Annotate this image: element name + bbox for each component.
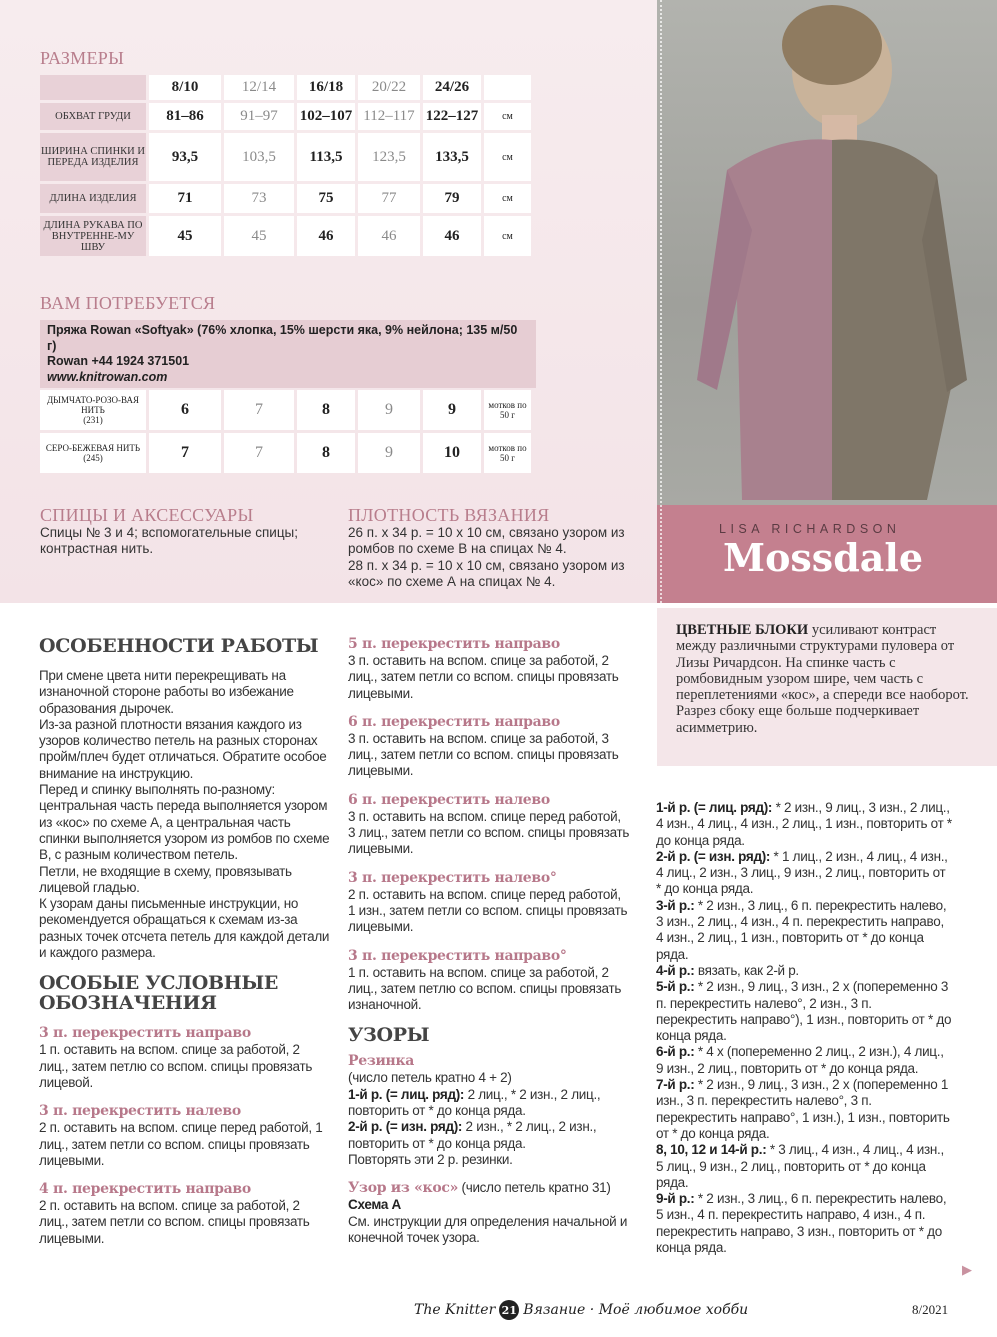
row-text: * 4 х (попеременно 2 лиц., 2 изн.), 4 лиц., 9 изн., 2 лиц., повторить от * до конца ряда.	[656, 1044, 944, 1076]
size-value: 112–117	[358, 103, 420, 130]
row-text: * 3 лиц., 4 изн., 4 лиц., 4 изн., 5 лиц., 9 изн., 2 лиц., повторить от * до конца ряда.	[656, 1142, 944, 1190]
row-label: ДЛИНА ИЗДЕЛИЯ	[40, 184, 146, 213]
yarn-color-code: (231)	[83, 415, 103, 425]
size-value: 46	[358, 216, 420, 256]
yarn-color	[46, 443, 140, 463]
row-label: ДЛИНА РУКАВА ПО ВНУТРЕННЕ-МУ ШВУ	[40, 216, 146, 256]
row-label: 9-й р.:	[656, 1191, 695, 1207]
features-title: ОСОБЕННОСТИ РАБОТЫ	[39, 635, 319, 657]
materials-title: ВАМ ПОТРЕБУЕТСЯ	[40, 293, 216, 313]
pattern-row	[348, 1087, 630, 1120]
abbrev-list	[348, 636, 630, 1013]
size-value: 93,5	[149, 133, 221, 181]
yarn-quantity: 8	[297, 433, 355, 473]
row-label: 7-й р.:	[656, 1077, 695, 1093]
gauge-line: 28 п. х 34 р. = 10 х 10 см, связано узором из «кос» по схеме А на спицах № 4.	[348, 557, 625, 589]
abbrev-item	[348, 870, 630, 936]
size-value: 123,5	[358, 133, 420, 181]
size-header: 24/26	[423, 75, 481, 100]
abbrev-text: 3 п. оставить на вспом. спице за работой, 3 лиц., затем петли со вспом. спицы провязать лицевыми.	[348, 730, 619, 779]
row-label: 6-й р.:	[656, 1044, 695, 1060]
row-label: 1-й р. (= лиц. ряд):	[656, 800, 773, 815]
size-value: 45	[224, 216, 294, 256]
abbrev-item	[348, 948, 630, 1014]
unit-label: см	[484, 133, 531, 181]
yarn-quantity: 7	[149, 433, 221, 473]
abbrev-title: 3 п. перекрестить налево	[39, 1103, 241, 1120]
yarn-color-code: (245)	[83, 453, 103, 463]
yarn-quantity: 6	[149, 390, 221, 430]
pattern-row	[656, 1077, 952, 1142]
size-value: 91–97	[224, 103, 294, 130]
unit-label: мотков по 50 г	[484, 390, 531, 430]
yarn-name: Пряжа Rowan «Softyak» (76% хлопка, 15% шерсти яка, 9% нейлона; 135 м/50 г)	[47, 323, 518, 353]
size-header: 12/14	[224, 75, 294, 100]
size-value: 102–107	[297, 103, 355, 130]
abbrev-text: 3 п. оставить на вспом. спице перед работой, 3 лиц., затем петли со вспом. спицы провязать лицевыми.	[348, 808, 630, 857]
size-value: 133,5	[423, 133, 481, 181]
yarn-quantity: 9	[423, 390, 481, 430]
unit-label: см	[484, 103, 531, 130]
features-paragraph: При смене цвета нити перекрещивать на изнаночной стороне работы во избежание образования дырочек.	[39, 668, 294, 716]
row-text: * 2 изн., 9 лиц., 3 изн., 2 х (попеременно 3 п. перекрестить налево°, 2 изн., 3 п. перекрестить направо°), 1 изн., повторить от * до конца ряда.	[656, 979, 952, 1044]
sizes-title: РАЗМЕРЫ	[40, 48, 125, 68]
continue-arrow-icon: ▶	[962, 1262, 972, 1277]
size-value: 77	[358, 184, 420, 213]
yarn-color-label	[40, 390, 146, 430]
designer-name: LISA RICHARDSON	[719, 522, 901, 536]
size-value: 46	[297, 216, 355, 256]
yarn-quantity: 8	[297, 390, 355, 430]
needles-title: СПИЦЫ И АКСЕССУАРЫ	[40, 505, 254, 525]
row-text: * 2 изн., 9 лиц., 3 изн., 2 лиц., 4 изн., 4 лиц., 4 изн., 2 лиц., 1 изн., повторить от * до конца ряда.	[656, 800, 952, 848]
pattern-row	[656, 979, 952, 1044]
gauge-title: ПЛОТНОСТЬ ВЯЗАНИЯ	[348, 505, 550, 525]
pattern-row	[348, 1119, 630, 1152]
size-value: 113,5	[297, 133, 355, 181]
abbrev-item	[348, 636, 630, 702]
row-text: * 2 изн., 3 лиц., 6 п. перекрестить налево, 5 изн., 4 п. перекрестить направо, 4 изн., 4 п. перекрестить направо, 3 изн., повторить от * до конца ряда.	[656, 1191, 947, 1256]
row-label: 5-й р.:	[656, 979, 695, 995]
sizes-table	[40, 75, 538, 256]
size-header: 20/22	[358, 75, 420, 100]
table-corner	[40, 75, 146, 100]
size-value: 75	[297, 184, 355, 213]
row-label: ШИРИНА СПИНКИ И ПЕРЕДА ИЗДЕЛИЯ	[40, 133, 146, 181]
abbrev-text: 1 п. оставить на вспом. спице за работой, 2 лиц., затем петлю со вспом. спицы провязать изнаночной.	[348, 964, 622, 1013]
features-paragraph: Петли, не входящие в схему, провязывать лицевой гладью.	[39, 863, 292, 895]
size-value: 103,5	[224, 133, 294, 181]
yarn-quantity: 7	[224, 433, 294, 473]
middle-column	[348, 636, 630, 1246]
right-column	[656, 800, 952, 1256]
yarn-color-label	[40, 433, 146, 473]
size-value: 122–127	[423, 103, 481, 130]
pattern-row	[656, 898, 952, 963]
cable-pattern	[348, 1180, 630, 1246]
row-label: 3-й р.:	[656, 897, 695, 913]
row-label: ОБХВАТ ГРУДИ	[40, 103, 146, 130]
magazine-subtitle: Вязание · Моё любимое хобби	[523, 1302, 749, 1318]
page-number: 21	[499, 1300, 519, 1320]
yarn-color	[40, 395, 146, 425]
size-value: 81–86	[149, 103, 221, 130]
yarn-color-name: СЕРО-БЕЖЕВАЯ НИТЬ	[45, 443, 141, 453]
cable-text: См. инструкции для определения начальной и конечной точек узора.	[348, 1213, 628, 1245]
size-header: 16/18	[297, 75, 355, 100]
abbrev-title: 3 п. перекрестить направо°	[348, 947, 567, 964]
stitch-decoration	[660, 0, 666, 603]
yarn-color-name: ДЫМЧАТО-РОЗО-ВАЯ НИТЬ	[47, 395, 139, 415]
abbrev-item	[39, 1181, 331, 1247]
yarn-quantity: 7	[224, 390, 294, 430]
features-text	[39, 668, 331, 961]
abbrev-title: 4 п. перекрестить направо	[39, 1181, 251, 1198]
row-label: 2-й р. (= изн. ряд):	[656, 848, 771, 864]
yarn-quantity: 9	[358, 433, 420, 473]
pattern-row	[656, 800, 952, 849]
abbrev-title: ОСОБЫЕ УСЛОВНЫЕ ОБОЗНАЧЕНИЯ	[39, 972, 279, 1015]
row-label: 1-й р. (= лиц. ряд):	[348, 1086, 465, 1102]
gauge-line: 26 п. х 34 р. = 10 х 10 см, связано узором из ромбов по схеме В на спицах № 4.	[348, 525, 625, 557]
pattern-title: Mossdale	[723, 535, 924, 580]
abbrev-item	[348, 792, 630, 858]
abbrev-text: 2 п. оставить на вспом. спице перед работой, 1 изн., затем петли со вспом. спицы провязать лицевыми.	[348, 886, 628, 935]
pattern-row	[656, 963, 952, 979]
abbrev-list	[39, 1025, 331, 1247]
yarn-quantity: 10	[423, 433, 481, 473]
yarn-table	[40, 390, 536, 473]
yarn-phone: Rowan +44 1924 371501	[47, 354, 190, 368]
abbrev-title: 3 п. перекрестить направо	[39, 1025, 251, 1042]
abbrev-text: 2 п. оставить на вспом. спице перед работой, 1 лиц., затем петли со вспом. спицы провязать лицевыми.	[39, 1120, 323, 1168]
abbrev-title: 6 п. перекрестить налево	[348, 791, 550, 808]
caption-lead: ЦВЕТНЫЕ БЛОКИ	[676, 622, 809, 638]
abbrev-title: 3 п. перекрестить налево°	[348, 869, 557, 886]
yarn-quantity: 9	[358, 390, 420, 430]
rib-repeat: Повторять эти 2 р. резинки.	[348, 1151, 513, 1167]
row-text: 2 лиц., * 2 изн., 2 лиц., повторить от * до конца ряда.	[348, 1086, 601, 1119]
rib-title: Резинка	[348, 1053, 415, 1070]
abbrev-text: 1 п. оставить на вспом. спице за работой, 2 лиц., затем петлю со вспом. спицы провязать лицевой.	[39, 1042, 313, 1090]
features-paragraph: Перед и спинку выполнять по-разному: центральная часть переда выполняется узором из «кос» по схеме А, а центральная часть спинки выполняется узором из ромбов по схеме В, с разным количеством петель.	[39, 782, 330, 863]
row-text: * 2 изн., 3 лиц., 6 п. перекрестить налево, 3 изн., 2 лиц., 4 изн., 4 п. перекрестить направо, 4 изн., 2 лиц., 1 изн., повторить от * до конца ряда.	[656, 897, 947, 962]
title-banner	[657, 505, 997, 603]
abbrev-title: 5 п. перекрестить направо	[348, 636, 560, 652]
size-value: 79	[423, 184, 481, 213]
size-value: 73	[224, 184, 294, 213]
rib-note: (число петель кратно 4 + 2)	[348, 1070, 512, 1086]
row-text: 2 изн., * 2 лиц., 2 изн., повторить от * до конца ряда.	[348, 1119, 597, 1151]
row-text: * 2 изн., 9 лиц., 3 изн., 2 х (попеременно 1 изн., 3 п. перекрестить налево°, 3 п. перекрестить направо°, 1 изн.), 1 изн., повторить от * до конца ряда.	[656, 1077, 950, 1141]
row-label: 4-й р.:	[656, 962, 695, 978]
magazine-name: The Knitter	[414, 1302, 496, 1318]
features-paragraph: Из-за разной плотности вязания каждого из узоров количество петель на разных сторонах пройм/плеч будет отличаться. Обратите особое внимание на инструкцию.	[39, 716, 327, 781]
size-value: 46	[423, 216, 481, 256]
features-paragraph: К узорам даны письменные инструкции, но рекомендуется обращаться к схемам из-за разных точек отсчета петель для каждой детали и каждого размера.	[39, 896, 330, 961]
caption-box	[657, 608, 997, 766]
abbrev-item	[348, 714, 630, 780]
model-photo	[657, 0, 997, 505]
unit-header	[484, 75, 531, 100]
rib-pattern	[348, 1053, 630, 1168]
row-label: 2-й р. (= изн. ряд):	[348, 1119, 463, 1135]
abbrev-text: 2 п. оставить на вспом. спице за работой, 2 лиц., затем петли со вспом. спицы провязать лицевыми.	[39, 1198, 310, 1246]
yarn-website[interactable]	[47, 370, 529, 386]
size-value: 71	[149, 184, 221, 213]
patterns-title: УЗОРЫ	[348, 1024, 430, 1047]
pattern-row	[656, 849, 952, 898]
pattern-row	[656, 1044, 952, 1077]
size-header: 8/10	[149, 75, 221, 100]
sweater-illustration	[657, 0, 997, 505]
issue-number: 8/2021	[912, 1302, 949, 1317]
website-link[interactable]: www.knitrowan.com	[47, 369, 168, 384]
pattern-row	[656, 1142, 952, 1191]
abbrev-title: 6 п. перекрестить направо	[348, 713, 560, 730]
size-value: 45	[149, 216, 221, 256]
unit-label: мотков по 50 г	[484, 433, 531, 473]
pattern-row	[656, 1191, 952, 1256]
needles-text: Спицы № 3 и 4; вспомогательные спицы; контрастная нить.	[40, 525, 299, 557]
footer	[414, 1300, 748, 1320]
left-column	[39, 636, 331, 1259]
cable-chart: Схема А	[348, 1197, 401, 1213]
unit-label: см	[484, 184, 531, 213]
yarn-info	[40, 320, 536, 388]
row-text: * 1 лиц., 2 изн., 4 лиц., 4 изн., 4 лиц., 2 изн., 3 лиц., 9 изн., 2 лиц., повторить от * до конца ряда.	[656, 848, 948, 897]
cable-note: (число петель кратно 31)	[458, 1180, 611, 1196]
caption-text: усиливают контраст между различными структурами пуловера от Лизы Ричардсон. На спинке часть с ромбовидным узором шире, чем часть с переплетениями «кос», а спереди все наоборот. Разрез сбоку еще больше подчеркивает асимметрию.	[676, 622, 969, 736]
abbrev-item	[39, 1025, 331, 1091]
unit-label: см	[484, 216, 531, 256]
cable-title: Узор из «кос»	[348, 1180, 459, 1197]
row-text: вязать, как 2-й р.	[694, 962, 799, 978]
gauge-text	[348, 525, 638, 590]
row-label: 8, 10, 12 и 14-й р.:	[656, 1142, 767, 1158]
abbrev-item	[39, 1103, 331, 1169]
abbrev-text: 3 п. оставить на вспом. спице за работой, 2 лиц., затем петли со вспом. спицы провязать лицевыми.	[348, 653, 619, 701]
